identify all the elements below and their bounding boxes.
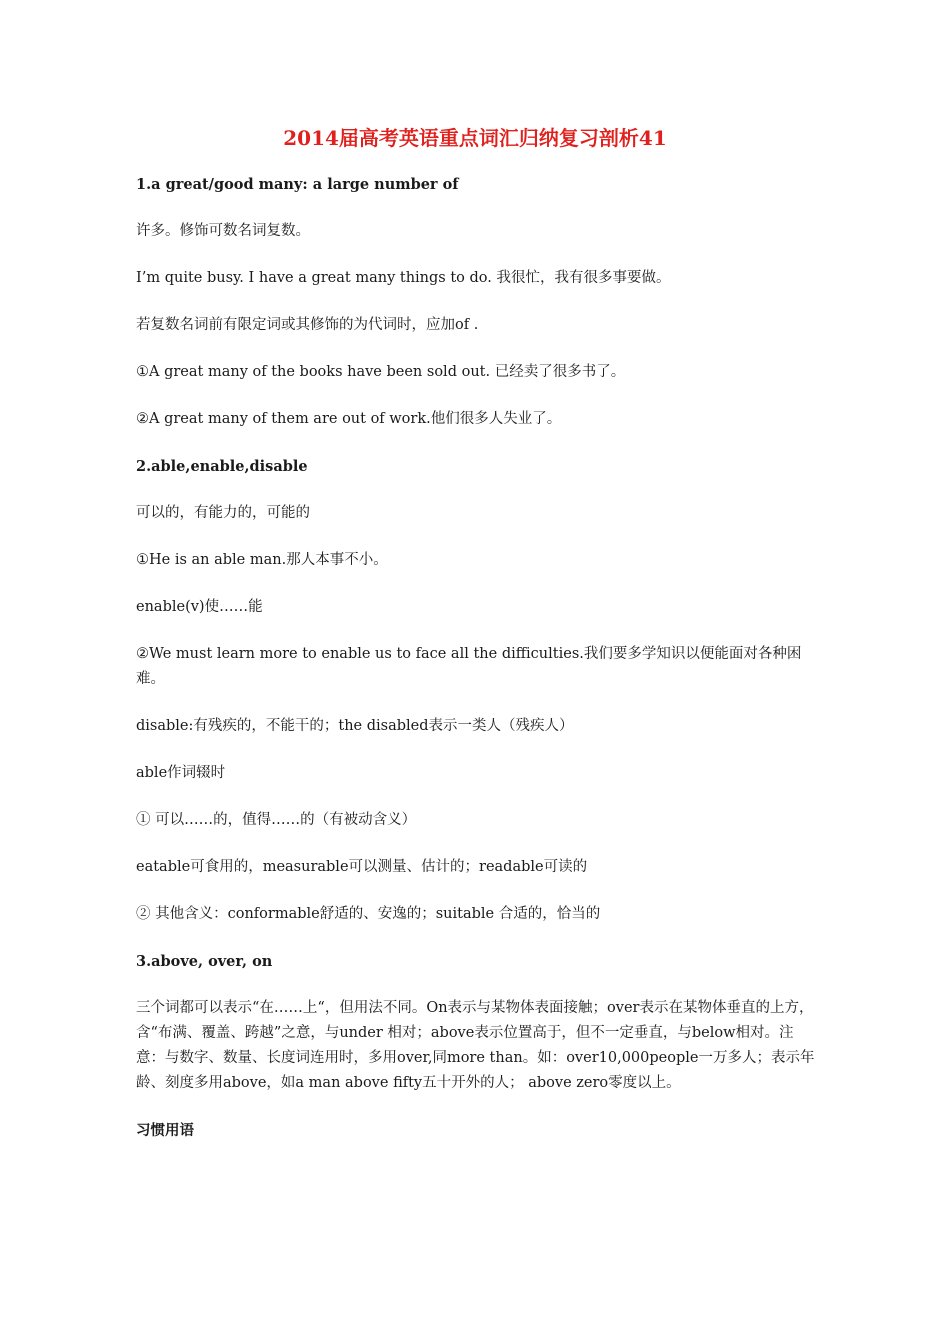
body-paragraph: 许多。修饰可数名词复数。 — [136, 223, 310, 239]
body-paragraph: ② 其他含义：conformable舒适的、安逸的；suitable 合适的，恰当的 — [136, 906, 601, 922]
section-heading: 3.above, over, on — [136, 953, 273, 970]
body-paragraph: ① 可以……的，值得……的（有被动含义） — [136, 812, 417, 828]
body-paragraph: ②We must learn more to enable us to face all the difficulties.我们要多学知识以便能面对各种困难。 — [136, 646, 802, 687]
body-paragraph: I’m quite busy. I have a great many things to do. 我很忙，我有很多事要做。 — [136, 270, 671, 286]
body-paragraph: ②A great many of them are out of work.他们很多人失业了。 — [136, 411, 562, 427]
body-paragraph: 可以的，有能力的，可能的 — [136, 505, 310, 521]
body-paragraph: 三个词都可以表示“在……上“，但用法不同。On表示与某物体表面接触；over表示在某物体垂直的上方，含“布满、覆盖、跨越”之意，与under 相对；above表示位置高于，但不一定垂直，与below相对。注意：与数字、数量、长度词连用时，多用over,同more than。如：over10,000people一万多人；表示年龄、刻度多用above，如a man above fifty五十开外的人； above zero零度以上。 — [136, 1000, 815, 1091]
body-paragraph: ①A great many of the books have been sold out. 已经卖了很多书了。 — [136, 364, 626, 380]
section-heading: 2.able,enable,disable — [136, 458, 308, 475]
body-paragraph: eatable可食用的，measurable可以测量、估计的；readable可读的 — [136, 859, 588, 875]
body-paragraph: ①He is an able man.那人本事不小。 — [136, 552, 388, 568]
body-paragraph: 若复数名词前有限定词或其修饰的为代词时，应加of . — [136, 317, 479, 333]
document-title: 2014届高考英语重点词汇归纳复习剖析41 — [283, 126, 667, 150]
body-paragraph: able作词辍时 — [136, 765, 226, 781]
section-heading: 习惯用语 — [136, 1122, 194, 1139]
body-paragraph: disable:有残疾的，不能干的；the disabled表示一类人（残疾人） — [136, 718, 574, 734]
body-paragraph: enable(v)使……能 — [136, 599, 263, 615]
section-heading: 1.a great/good many: a large number of — [136, 176, 459, 193]
document-body — [136, 172, 816, 1165]
